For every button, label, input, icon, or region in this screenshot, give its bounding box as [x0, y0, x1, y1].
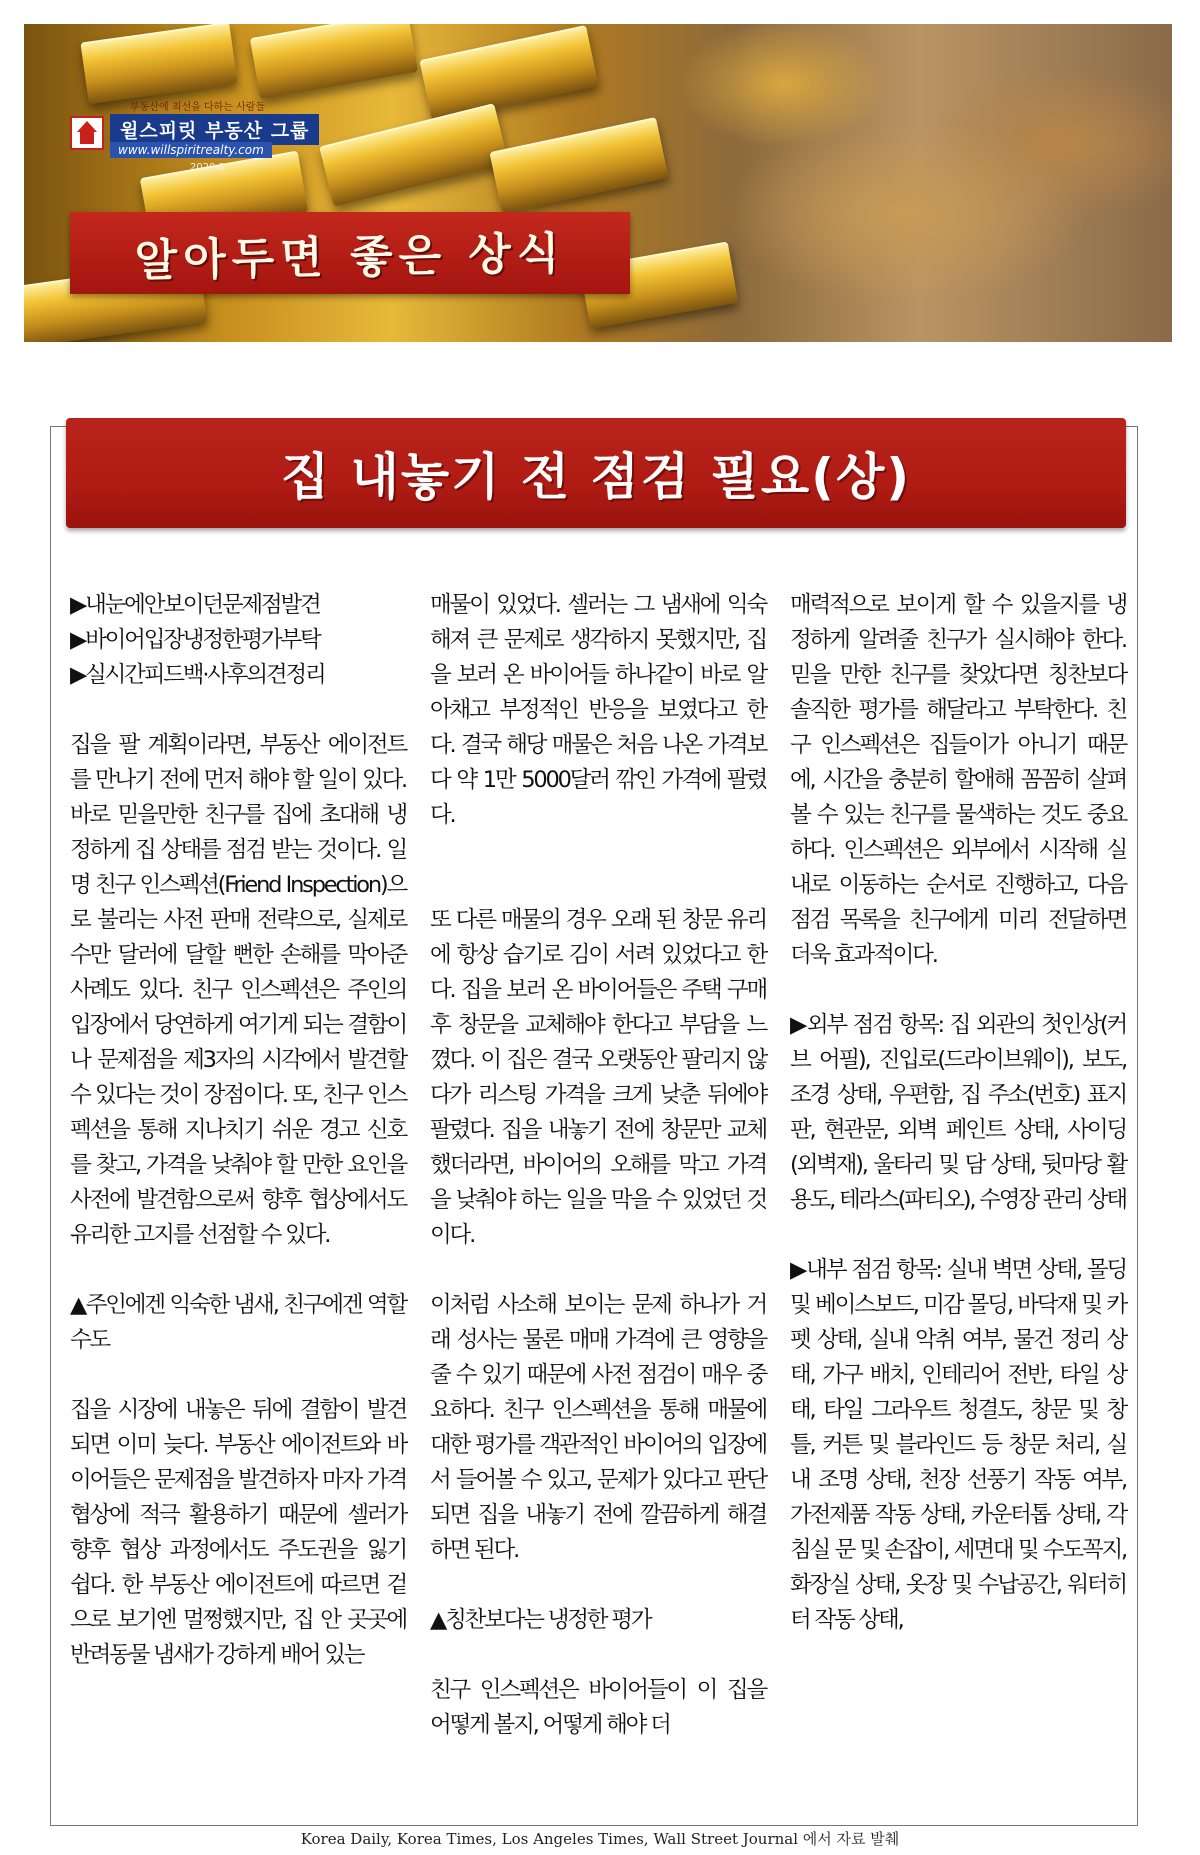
- article-column-2: [430, 588, 766, 1743]
- gold-bar-image: [489, 117, 668, 213]
- subheading: ▲주인에겐 익숙한 냄새, 친구에겐 역할 수도: [70, 1292, 406, 1353]
- article-column-3: [790, 588, 1126, 1638]
- header-banner: [24, 24, 1172, 342]
- gold-bar-image: [250, 24, 418, 99]
- headline-plate: [66, 418, 1126, 528]
- checklist-exterior: ▶외부 점검 항목: 집 외관의 첫인상(커브 어필), 진입로(드라이브웨이), 보도, 조경 상태, 우편함, 집 주소(번호) 표지판, 현관문, 외벽 페인트 상태, 사이딩(외벽재), 울타리 및 담 상태, 뒷마당 활용도, 테라스(파티오), 수영장 관리 상태: [790, 1012, 1126, 1213]
- checklist-interior: ▶내부 점검 항목: 실내 벽면 상태, 몰딩 및 베이스보드, 미감 몰딩, 바닥재 및 카펫 상태, 실내 악취 여부, 물건 정리 상태, 가구 배치, 인테리어 전반, 타일 상태, 타일 그라우트 청결도, 창문 및 창틀, 커튼 및 블라인드 등 창문 처리, 실내 조명 상태, 천장 선풍기 작동 여부, 가전제품 작동 상태, 카운터톱 상태, 각 침실 문 및 손잡이, 세면대 및 수도꼭지, 화장실 상태, 옷장 및 수납공간, 워터히터 작동 상태,: [790, 1257, 1126, 1633]
- paragraph: 매력적으로 보이게 할 수 있을지를 냉정하게 알려줄 친구가 실시해야 한다. 믿을 만한 친구를 찾았다면 칭찬보다 솔직한 평가를 해달라고 부탁한다. 친구 인스펙션은 집들이가 아니기 때문에, 시간을 충분히 할애해 꼼꼼히 살펴볼 수 있는 친구를 물색하는 것도 중요하다. 인스펙션은 외부에서 시작해 실내로 이동하는 순서로 진행하고, 다음 점검 목록을 친구에게 미리 전달하면 더욱 효과적이다.: [790, 592, 1126, 968]
- banner-title-plate: [70, 212, 630, 294]
- paragraph: 이처럼 사소해 보이는 문제 하나가 거래 성사는 물론 매매 가격에 큰 영향을 줄 수 있기 때문에 사전 점검이 매우 중요하다. 친구 인스펙션을 통해 매물에 대한 평가를 객관적인 바이어의 입장에서 들어볼 수 있고, 문제가 있다고 판단되면 집을 내놓기 전에 깔끔하게 해결하면 된다.: [430, 1292, 766, 1563]
- paragraph: 친구 인스펙션은 바이어들이 이 집을 어떻게 볼지, 어떻게 해야 더: [430, 1677, 766, 1738]
- logo-year: 2020.8: [190, 162, 225, 173]
- logo-website-url: www.willspiritrealty.com: [110, 142, 272, 158]
- paragraph: 매물이 있었다. 셀러는 그 냄새에 익숙해져 큰 문제로 생각하지 못했지만, 집을 보러 온 바이어들 하나같이 바로 알아채고 부정적인 반응을 보였다고 한다. 결국 해당 매물은 처음 나온 가격보다 약 1만 5000달러 깎인 가격에 팔렸다.: [430, 592, 766, 828]
- source-credit: Korea Daily, Korea Times, Los Angeles Times, Wall Street Journal 에서 자료 발췌: [300, 1830, 900, 1848]
- bullet-point: ▶실시간피드백·사후의견정리: [70, 662, 325, 688]
- paragraph: 집을 팔 계획이라면, 부동산 에이전트를 만나기 전에 먼저 해야 할 일이 있다. 바로 믿을만한 친구를 집에 초대해 냉정하게 집 상태를 점검 받는 것이다. 일명 친구 인스펙션(Friend Inspection)으로 불리는 사전 판매 전략으로, 실제로 수만 달러에 달할 뻔한 손해를 막아준 사례도 있다. 친구 인스펙션은 주인의 입장에서 당연하게 여기게 되는 결함이나 문제점을 제3자의 시각에서 발견할 수 있다는 것이 장점이다. 또, 친구 인스펙션을 통해 지나치기 쉬운 경고 신호를 찾고, 가격을 낮춰야 할 만한 요인을 사전에 발견함으로써 향후 협상에서도 유리한 고지를 선점할 수 있다.: [70, 732, 406, 1248]
- bullet-point: ▶내눈에안보이던문제점발견: [70, 592, 320, 618]
- bullet-point: ▶바이어입장냉정한평가부탁: [70, 627, 320, 653]
- gold-bar-image: [80, 24, 237, 104]
- article-headline: 집 내놓기 전 점검 필요(상): [280, 448, 912, 506]
- gold-bar-image: [419, 25, 598, 121]
- gold-bar-image: [319, 103, 509, 207]
- company-logo: [70, 98, 342, 180]
- house-logo-icon: [70, 116, 104, 150]
- paragraph: 집을 시장에 내놓은 뒤에 결함이 발견되면 이미 늦다. 부동산 에이전트와 바이어들은 문제점을 발견하자 마자 가격 협상에 적극 활용하기 때문에 셀러가 향후 협상 과정에서도 주도권을 잃기 쉽다. 한 부동산 에이전트에 따르면 겉으로 보기엔 멀쩡했지만, 집 안 곳곳에 반려동물 냄새가 강하게 배어 있는: [70, 1397, 406, 1668]
- subheading: ▲칭찬보다는 냉정한 평가: [430, 1607, 651, 1633]
- logo-tagline: 부동산에 최선을 다하는 사람들: [130, 102, 266, 113]
- logo-company-name: 윌스피릿 부동산 그룹: [110, 114, 319, 145]
- paragraph: 또 다른 매물의 경우 오래 된 창문 유리에 항상 습기로 김이 서려 있었다고 한다. 집을 보러 온 바이어들은 주택 구매 후 창문을 교체해야 한다고 부담을 느꼈다. 이 집은 결국 오랫동안 팔리지 않다가 리스팅 가격을 크게 낮춘 뒤에야 팔렸다. 집을 내놓기 전에 창문만 교체했더라면, 바이어의 오해를 막고 가격을 낮춰야 하는 일을 막을 수 있었던 것이다.: [430, 907, 766, 1248]
- article-column-1: [70, 588, 406, 1673]
- banner-title: 알아두면 좋은 상식: [134, 228, 566, 287]
